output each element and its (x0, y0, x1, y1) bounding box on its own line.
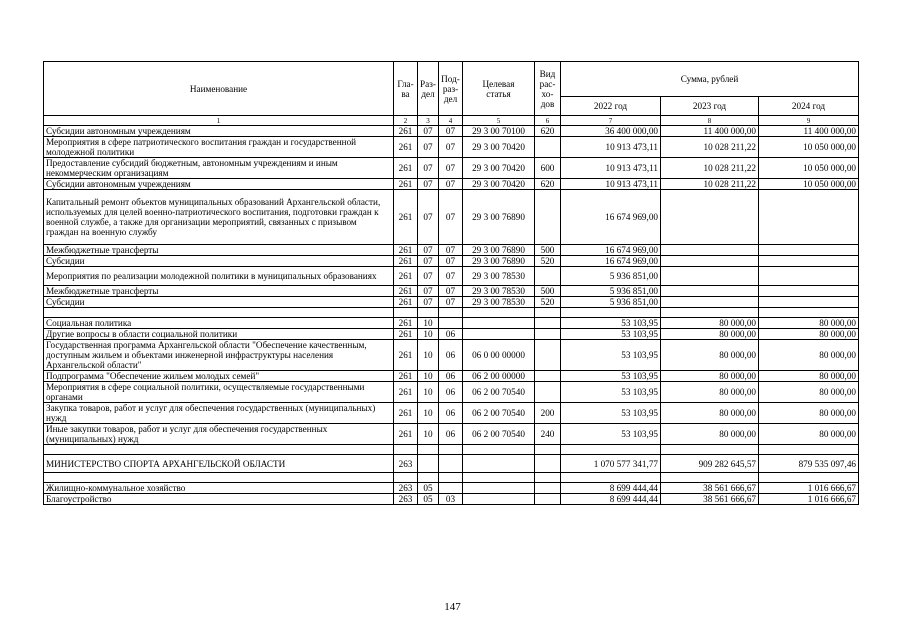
cell-name: Мероприятия по реализации молодежной политики в муниципальных образованиях (44, 267, 394, 286)
cell-section: 10 (418, 424, 439, 445)
cell-sum-2024 (759, 286, 859, 297)
cell-expense-type: 620 (535, 179, 561, 190)
column-number: 3 (418, 116, 439, 126)
cell-sum-2024: 80 000,00 (759, 382, 859, 403)
cell-expense-type (535, 455, 561, 473)
column-number: 2 (394, 116, 418, 126)
cell-sum-2023: 80 000,00 (661, 382, 759, 403)
cell-sum-2024 (759, 245, 859, 256)
cell-section: 05 (418, 483, 439, 494)
cell-section (418, 455, 439, 473)
cell-subsection (439, 473, 463, 483)
cell-section: 10 (418, 403, 439, 424)
cell-sum-2022: 8 699 444,44 (561, 494, 661, 505)
cell-target: 06 2 00 70540 (463, 424, 535, 445)
cell-subsection: 06 (439, 329, 463, 340)
cell-target: 29 3 00 70100 (463, 126, 535, 137)
cell-subsection (439, 318, 463, 329)
table-row (44, 483, 859, 494)
cell-expense-type: 600 (535, 158, 561, 179)
cell-subsection: 06 (439, 382, 463, 403)
cell-chapter (394, 445, 418, 455)
cell-chapter (394, 308, 418, 318)
cell-subsection: 07 (439, 190, 463, 245)
cell-expense-type (535, 445, 561, 455)
cell-sum-2023: 80 000,00 (661, 403, 759, 424)
cell-expense-type: 620 (535, 126, 561, 137)
cell-sum-2024 (759, 445, 859, 455)
cell-sum-2022: 53 103,95 (561, 329, 661, 340)
cell-sum-2024 (759, 256, 859, 267)
cell-chapter: 261 (394, 137, 418, 158)
cell-section: 10 (418, 318, 439, 329)
cell-chapter: 261 (394, 245, 418, 256)
cell-expense-type: 240 (535, 424, 561, 445)
cell-name: Межбюджетные трансферты (44, 286, 394, 297)
cell-subsection: 06 (439, 371, 463, 382)
table-row (44, 473, 859, 483)
column-number: 8 (661, 116, 759, 126)
cell-sum-2022 (561, 473, 661, 483)
table-row (44, 329, 859, 340)
table-row (44, 286, 859, 297)
cell-expense-type: 520 (535, 297, 561, 308)
cell-target: 29 3 00 78530 (463, 297, 535, 308)
cell-subsection: 06 (439, 340, 463, 371)
cell-sum-2024: 10 050 000,00 (759, 179, 859, 190)
table-row (44, 256, 859, 267)
cell-sum-2023: 80 000,00 (661, 318, 759, 329)
cell-sum-2023 (661, 267, 759, 286)
cell-sum-2024 (759, 297, 859, 308)
cell-sum-2022: 53 103,95 (561, 318, 661, 329)
header-year-2022: 2022 год (561, 97, 661, 116)
cell-sum-2023 (661, 308, 759, 318)
cell-chapter: 261 (394, 371, 418, 382)
cell-sum-2023 (661, 445, 759, 455)
cell-name: Государственная программа Архангельской области "Обеспечение качественным, доступным жильем и объектами инженерной инфраструктуры населения Архангельской области" (44, 340, 394, 371)
cell-chapter: 261 (394, 126, 418, 137)
header-subsection: Под- раз- дел (439, 62, 463, 116)
cell-sum-2023: 80 000,00 (661, 424, 759, 445)
cell-target: 29 3 00 78530 (463, 267, 535, 286)
cell-subsection: 03 (439, 494, 463, 505)
cell-section: 07 (418, 190, 439, 245)
cell-expense-type (535, 483, 561, 494)
cell-subsection: 06 (439, 403, 463, 424)
cell-target (463, 483, 535, 494)
cell-target: 29 3 00 76890 (463, 190, 535, 245)
cell-target (463, 308, 535, 318)
cell-sum-2024: 11 400 000,00 (759, 126, 859, 137)
cell-sum-2022: 16 674 969,00 (561, 190, 661, 245)
cell-target (463, 473, 535, 483)
cell-sum-2023: 10 028 211,22 (661, 179, 759, 190)
cell-expense-type (535, 190, 561, 245)
page-number: 147 (444, 601, 461, 613)
cell-expense-type: 500 (535, 245, 561, 256)
cell-sum-2023 (661, 245, 759, 256)
cell-expense-type (535, 137, 561, 158)
column-number: 6 (535, 116, 561, 126)
cell-target: 29 3 00 76890 (463, 245, 535, 256)
table-row (44, 245, 859, 256)
cell-target: 29 3 00 70420 (463, 158, 535, 179)
cell-target: 29 3 00 76890 (463, 256, 535, 267)
table-row (44, 371, 859, 382)
cell-section: 10 (418, 340, 439, 371)
cell-section: 07 (418, 286, 439, 297)
column-number: 1 (44, 116, 394, 126)
cell-sum-2022 (561, 308, 661, 318)
column-number: 9 (759, 116, 859, 126)
cell-chapter: 261 (394, 179, 418, 190)
cell-subsection (439, 455, 463, 473)
cell-section (418, 473, 439, 483)
cell-sum-2022: 10 913 473,11 (561, 137, 661, 158)
cell-target (463, 455, 535, 473)
cell-expense-type (535, 473, 561, 483)
column-number: 5 (463, 116, 535, 126)
cell-target (463, 329, 535, 340)
cell-target: 29 3 00 78530 (463, 286, 535, 297)
table-row (44, 424, 859, 445)
cell-expense-type (535, 382, 561, 403)
cell-sum-2024: 1 016 666,67 (759, 483, 859, 494)
cell-sum-2024: 10 050 000,00 (759, 137, 859, 158)
table-row (44, 318, 859, 329)
cell-name: Субсидии (44, 297, 394, 308)
cell-section: 07 (418, 179, 439, 190)
cell-chapter: 261 (394, 403, 418, 424)
cell-name: Субсидии автономным учреждениям (44, 126, 394, 137)
table-row (44, 158, 859, 179)
cell-target: 06 0 00 00000 (463, 340, 535, 371)
table-row (44, 403, 859, 424)
table-row (44, 445, 859, 455)
cell-sum-2023: 80 000,00 (661, 371, 759, 382)
cell-sum-2022: 10 913 473,11 (561, 158, 661, 179)
cell-sum-2022: 53 103,95 (561, 382, 661, 403)
cell-expense-type (535, 267, 561, 286)
cell-name: Жилищно-коммунальное хозяйство (44, 483, 394, 494)
cell-subsection: 07 (439, 267, 463, 286)
cell-chapter: 261 (394, 256, 418, 267)
header-year-2023: 2023 год (661, 97, 759, 116)
cell-target: 06 2 00 00000 (463, 371, 535, 382)
cell-chapter: 261 (394, 158, 418, 179)
header-section: Раз- дел (418, 62, 439, 116)
cell-sum-2022: 5 936 851,00 (561, 267, 661, 286)
cell-name: Подпрограмма "Обеспечение жильем молодых семей" (44, 371, 394, 382)
cell-expense-type: 520 (535, 256, 561, 267)
budget-table (43, 61, 859, 505)
cell-expense-type: 500 (535, 286, 561, 297)
cell-sum-2022 (561, 445, 661, 455)
column-number-row (44, 116, 859, 126)
cell-expense-type (535, 308, 561, 318)
cell-sum-2023 (661, 256, 759, 267)
header-target: Целевая статья (463, 62, 535, 116)
cell-sum-2023 (661, 286, 759, 297)
cell-chapter: 261 (394, 340, 418, 371)
header-chapter: Гла- ва (394, 62, 418, 116)
cell-name (44, 445, 394, 455)
column-number: 7 (561, 116, 661, 126)
cell-chapter: 261 (394, 382, 418, 403)
cell-sum-2024 (759, 473, 859, 483)
cell-sum-2022: 53 103,95 (561, 340, 661, 371)
cell-target: 29 3 00 70420 (463, 179, 535, 190)
table-row (44, 267, 859, 286)
cell-sum-2024: 879 535 097,46 (759, 455, 859, 473)
cell-chapter: 263 (394, 455, 418, 473)
cell-sum-2024 (759, 308, 859, 318)
table-row (44, 297, 859, 308)
cell-sum-2024: 80 000,00 (759, 329, 859, 340)
table-body (44, 126, 859, 505)
cell-name: Благоустройство (44, 494, 394, 505)
cell-name: Капитальный ремонт объектов муниципальных образований Архангельской области, используемых для целей военно-патриотического воспитания, подготовки граждан к военной службе, а также для организации мероприятий, связанных с призывом граждан на военную службу (44, 190, 394, 245)
cell-subsection: 07 (439, 256, 463, 267)
cell-sum-2023: 10 028 211,22 (661, 158, 759, 179)
cell-sum-2024: 80 000,00 (759, 340, 859, 371)
cell-chapter (394, 473, 418, 483)
column-number: 4 (439, 116, 463, 126)
cell-subsection: 07 (439, 245, 463, 256)
cell-name: Межбюджетные трансферты (44, 245, 394, 256)
cell-sum-2023: 80 000,00 (661, 329, 759, 340)
cell-sum-2022: 1 070 577 341,77 (561, 455, 661, 473)
cell-name: Мероприятия в сфере патриотического воспитания граждан и государственной молодежной политики (44, 137, 394, 158)
cell-subsection: 07 (439, 286, 463, 297)
cell-expense-type (535, 494, 561, 505)
cell-section: 10 (418, 329, 439, 340)
table-row (44, 340, 859, 371)
cell-sum-2024 (759, 267, 859, 286)
cell-sum-2023 (661, 473, 759, 483)
cell-chapter: 261 (394, 286, 418, 297)
cell-chapter: 261 (394, 190, 418, 245)
header-year-2024: 2024 год (759, 97, 859, 116)
cell-name: Субсидии автономным учреждениям (44, 179, 394, 190)
cell-chapter: 261 (394, 424, 418, 445)
cell-chapter: 261 (394, 267, 418, 286)
table-row (44, 308, 859, 318)
cell-sum-2024: 80 000,00 (759, 403, 859, 424)
table-row (44, 137, 859, 158)
cell-subsection (439, 445, 463, 455)
cell-sum-2022: 16 674 969,00 (561, 245, 661, 256)
cell-target (463, 445, 535, 455)
cell-name: МИНИСТЕРСТВО СПОРТА АРХАНГЕЛЬСКОЙ ОБЛАСТИ (44, 455, 394, 473)
cell-chapter: 261 (394, 318, 418, 329)
cell-chapter: 261 (394, 297, 418, 308)
cell-section: 07 (418, 256, 439, 267)
table-row (44, 494, 859, 505)
cell-name: Закупка товаров, работ и услуг для обеспечения государственных (муниципальных) нужд (44, 403, 394, 424)
cell-section: 10 (418, 382, 439, 403)
cell-section: 07 (418, 245, 439, 256)
cell-subsection: 07 (439, 158, 463, 179)
cell-expense-type (535, 371, 561, 382)
cell-section: 10 (418, 371, 439, 382)
cell-name: Иные закупки товаров, работ и услуг для обеспечения государственных (муниципальных) нужд (44, 424, 394, 445)
cell-sum-2024 (759, 190, 859, 245)
cell-sum-2023: 909 282 645,57 (661, 455, 759, 473)
cell-expense-type (535, 340, 561, 371)
cell-sum-2022: 8 699 444,44 (561, 483, 661, 494)
cell-chapter: 263 (394, 494, 418, 505)
cell-section (418, 308, 439, 318)
table-row (44, 126, 859, 137)
cell-chapter: 261 (394, 329, 418, 340)
cell-target (463, 494, 535, 505)
cell-sum-2023: 10 028 211,22 (661, 137, 759, 158)
cell-subsection: 07 (439, 137, 463, 158)
cell-target: 29 3 00 70420 (463, 137, 535, 158)
cell-expense-type (535, 329, 561, 340)
cell-section: 05 (418, 494, 439, 505)
cell-section (418, 445, 439, 455)
table-row (44, 382, 859, 403)
cell-sum-2023: 38 561 666,67 (661, 494, 759, 505)
cell-target: 06 2 00 70540 (463, 382, 535, 403)
cell-name: Социальная политика (44, 318, 394, 329)
cell-name (44, 473, 394, 483)
cell-sum-2023: 11 400 000,00 (661, 126, 759, 137)
cell-expense-type (535, 318, 561, 329)
cell-name: Другие вопросы в области социальной политики (44, 329, 394, 340)
cell-sum-2023 (661, 297, 759, 308)
cell-subsection: 07 (439, 126, 463, 137)
cell-name (44, 308, 394, 318)
cell-target: 06 2 00 70540 (463, 403, 535, 424)
cell-section: 07 (418, 267, 439, 286)
cell-subsection: 06 (439, 424, 463, 445)
cell-section: 07 (418, 126, 439, 137)
cell-name: Предоставление субсидий бюджетным, автономным учреждениям и иным некоммерческим организациям (44, 158, 394, 179)
cell-subsection: 07 (439, 179, 463, 190)
header-sum: Сумма, рублей (561, 62, 859, 97)
cell-sum-2024: 1 016 666,67 (759, 494, 859, 505)
cell-subsection: 07 (439, 297, 463, 308)
table-row (44, 179, 859, 190)
table-row (44, 190, 859, 245)
cell-sum-2022: 53 103,95 (561, 403, 661, 424)
cell-sum-2022: 10 913 473,11 (561, 179, 661, 190)
cell-sum-2024: 80 000,00 (759, 318, 859, 329)
header-name: Наименование (44, 62, 394, 116)
cell-sum-2022: 36 400 000,00 (561, 126, 661, 137)
cell-sum-2022: 5 936 851,00 (561, 286, 661, 297)
cell-sum-2024: 80 000,00 (759, 424, 859, 445)
cell-expense-type: 200 (535, 403, 561, 424)
cell-sum-2022: 53 103,95 (561, 371, 661, 382)
cell-name: Субсидии (44, 256, 394, 267)
cell-sum-2022: 5 936 851,00 (561, 297, 661, 308)
table-row (44, 455, 859, 473)
cell-sum-2023 (661, 190, 759, 245)
cell-chapter: 263 (394, 483, 418, 494)
cell-section: 07 (418, 158, 439, 179)
cell-sum-2022: 53 103,95 (561, 424, 661, 445)
header-expense-type: Вид рас- хо- дов (535, 62, 561, 116)
cell-section: 07 (418, 137, 439, 158)
cell-sum-2024: 80 000,00 (759, 371, 859, 382)
cell-sum-2023: 80 000,00 (661, 340, 759, 371)
cell-sum-2024: 10 050 000,00 (759, 158, 859, 179)
cell-sum-2023: 38 561 666,67 (661, 483, 759, 494)
cell-subsection (439, 308, 463, 318)
cell-section: 07 (418, 297, 439, 308)
cell-name: Мероприятия в сфере социальной политики, осуществляемые государственными органами (44, 382, 394, 403)
cell-target (463, 318, 535, 329)
cell-sum-2022: 16 674 969,00 (561, 256, 661, 267)
cell-subsection (439, 483, 463, 494)
